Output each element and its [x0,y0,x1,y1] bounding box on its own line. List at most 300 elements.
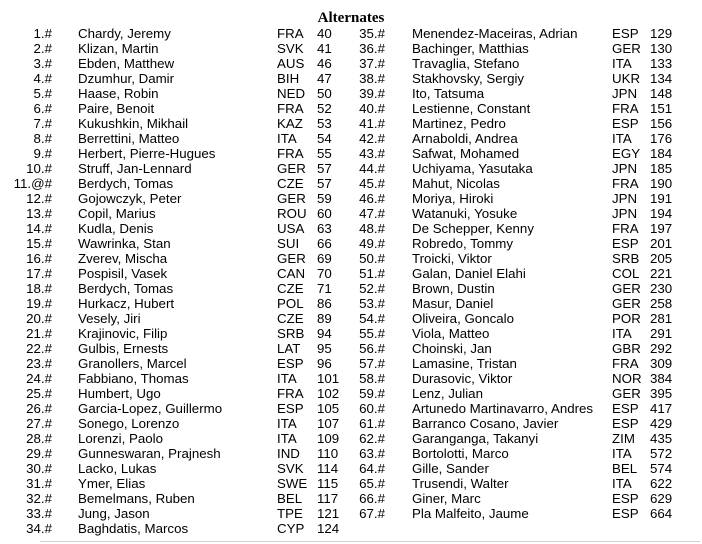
ranking-number-cell: 124 [317,521,340,536]
ranking-number-cell: 107 [317,416,340,431]
rank-cell: 28.# [26,431,52,446]
ranking-number-cell: 110 [317,446,339,461]
player-name-cell: Garanganga, Takanyi [412,431,539,446]
country-cell: JPN [612,206,638,221]
rank-cell: 9.# [33,146,52,161]
country-cell: NOR [612,371,642,386]
rank-cell: 57.# [359,356,385,371]
table-row [0,416,702,431]
table-row [0,56,702,71]
ranking-number-cell: 96 [317,356,332,371]
rank-cell: 51.# [359,266,385,281]
player-name-cell: Ito, Tatsuma [412,86,485,101]
player-name-cell: Jung, Jason [78,506,150,521]
country-cell: ITA [612,56,632,71]
ranking-number-cell: 205 [650,251,673,266]
table-row [0,371,702,386]
player-name-cell: Struff, Jan-Lennard [78,161,192,176]
ranking-number-cell: 117 [317,491,339,506]
rank-cell: 24.# [26,371,52,386]
rank-cell: 48.# [359,221,385,236]
table-row [0,206,702,221]
player-name-cell: Zverev, Mischa [78,251,168,266]
country-cell: BIH [277,71,300,86]
table-row [0,401,702,416]
player-name-cell: Gulbis, Ernests [78,341,169,356]
player-name-cell: Klizan, Martin [78,41,159,56]
rank-cell: 49.# [359,236,385,251]
country-cell: ITA [612,476,632,491]
ranking-number-cell: 201 [650,236,673,251]
player-name-cell: Chardy, Jeremy [78,26,171,41]
table-row [0,461,702,476]
player-name-cell: Bachinger, Matthias [412,41,529,56]
ranking-number-cell: 101 [317,371,340,386]
ranking-number-cell: 57 [317,176,332,191]
table-row [0,341,702,356]
country-cell: GER [277,161,306,176]
rank-cell: 29.# [26,446,52,461]
country-cell: CYP [277,521,305,536]
rank-cell: 35.# [359,26,385,41]
ranking-number-cell: 52 [317,101,332,116]
country-cell: GER [277,251,306,266]
player-name-cell: Hurkacz, Hubert [78,296,175,311]
ranking-number-cell: 66 [317,236,332,251]
player-name-cell: Berdych, Tomas [78,176,174,191]
rank-cell: 5.# [33,86,52,101]
player-name-cell: Safwat, Mohamed [412,146,520,161]
country-cell: COL [612,266,640,281]
rank-cell: 43.# [359,146,385,161]
alternates-table [0,26,702,536]
ranking-number-cell: 629 [650,491,673,506]
country-cell: ITA [612,131,632,146]
player-name-cell: Baghdatis, Marcos [78,521,189,536]
country-cell: AUS [277,56,305,71]
player-name-cell: Travaglia, Stefano [412,56,520,71]
ranking-number-cell: 190 [650,176,673,191]
ranking-number-cell: 292 [650,341,673,356]
country-cell: EGY [612,146,641,161]
country-cell: ITA [277,131,297,146]
country-cell: ESP [612,236,639,251]
rank-cell: 54.# [359,311,385,326]
player-name-cell: Trusendi, Walter [412,476,509,491]
ranking-number-cell: 59 [317,191,332,206]
player-name-cell: Wawrinka, Stan [78,236,171,251]
ranking-number-cell: 156 [650,116,673,131]
ranking-number-cell: 55 [317,146,332,161]
country-cell: GER [277,191,306,206]
player-name-cell: Granollers, Marcel [78,356,187,371]
country-cell: ITA [277,371,297,386]
ranking-number-cell: 395 [650,386,673,401]
country-cell: SRB [612,251,640,266]
player-name-cell: Bortolotti, Marco [412,446,509,461]
country-cell: FRA [277,146,304,161]
rank-cell: 31.# [26,476,52,491]
rank-cell: 12.# [26,191,52,206]
player-name-cell: Gunneswaran, Prajnesh [78,446,221,461]
rank-cell: 62.# [359,431,385,446]
player-name-cell: Lacko, Lukas [78,461,157,476]
country-cell: ITA [612,326,632,341]
country-cell: FRA [612,176,639,191]
ranking-number-cell: 71 [317,281,332,296]
ranking-number-cell: 148 [650,86,673,101]
player-name-cell: Gille, Sander [412,461,489,476]
rank-cell: 63.# [359,446,385,461]
country-cell: CAN [277,266,306,281]
table-row [0,86,702,101]
rank-cell: 42.# [359,131,385,146]
ranking-number-cell: 115 [317,476,339,491]
country-cell: FRA [277,26,304,41]
table-row [0,281,702,296]
ranking-number-cell: 133 [650,56,673,71]
ranking-number-cell: 63 [317,221,332,236]
player-name-cell: Moriya, Hiroki [412,191,494,206]
country-cell: UKR [612,71,641,86]
rank-cell: 53.# [359,296,385,311]
table-row [0,266,702,281]
table-row [0,521,702,536]
rank-cell: 67.# [359,506,385,521]
table-row [0,161,702,176]
player-name-cell: Troicki, Viktor [412,251,492,266]
player-name-cell: Masur, Daniel [412,296,494,311]
country-cell: FRA [612,356,639,371]
rank-cell: 15.# [26,236,52,251]
country-cell: ESP [612,401,639,416]
ranking-number-cell: 95 [317,341,332,356]
rank-cell: 23.# [26,356,52,371]
ranking-number-cell: 134 [650,71,673,86]
player-name-cell: Lenz, Julian [412,386,483,401]
country-cell: KAZ [277,116,303,131]
player-name-cell: Barranco Cosano, Javier [412,416,559,431]
country-cell: CZE [277,176,304,191]
player-name-cell: Choinski, Jan [412,341,492,356]
rank-cell: 13.# [26,206,52,221]
player-name-cell: Uchiyama, Yasutaka [412,161,533,176]
player-name-cell: Pla Malfeito, Jaume [412,506,529,521]
ranking-number-cell: 40 [317,26,332,41]
rank-cell: 60.# [359,401,385,416]
rank-cell: 22.# [26,341,52,356]
player-name-cell: Sonego, Lorenzo [78,416,180,431]
table-row [0,101,702,116]
player-name-cell: Dzumhur, Damir [78,71,175,86]
rank-cell: 11.@# [13,176,52,191]
page-title: Alternates [317,10,385,26]
rank-cell: 21.# [26,326,52,341]
country-cell: LAT [277,341,301,356]
rank-cell: 4.# [33,71,52,86]
ranking-number-cell: 129 [650,26,673,41]
ranking-number-cell: 664 [650,506,673,521]
ranking-number-cell: 230 [650,281,673,296]
ranking-number-cell: 435 [650,431,673,446]
rank-cell: 50.# [359,251,385,266]
rank-cell: 25.# [26,386,52,401]
ranking-number-cell: 41 [317,41,332,56]
table-row [0,296,702,311]
ranking-number-cell: 574 [650,461,673,476]
player-name-cell: Kudla, Denis [78,221,154,236]
rank-cell: 34.# [26,521,52,536]
rank-cell: 37.# [359,56,385,71]
country-cell: NED [277,86,306,101]
rank-cell: 10.# [26,161,52,176]
player-name-cell: Galan, Daniel Elahi [412,266,526,281]
rank-cell: 30.# [26,461,52,476]
player-name-cell: De Schepper, Kenny [412,221,534,236]
ranking-number-cell: 572 [650,446,673,461]
table-row [0,71,702,86]
player-name-cell: Humbert, Ugo [78,386,161,401]
ranking-number-cell: 429 [650,416,673,431]
ranking-number-cell: 50 [317,86,332,101]
ranking-number-cell: 197 [650,221,673,236]
country-cell: ITA [277,416,297,431]
player-name-cell: Herbert, Pierre-Hugues [78,146,216,161]
rank-cell: 38.# [359,71,385,86]
rank-cell: 61.# [359,416,385,431]
table-row [0,251,702,266]
table-row [0,176,702,191]
player-name-cell: Kukushkin, Mikhail [78,116,189,131]
player-name-cell: Garcia-Lopez, Guillermo [78,401,223,416]
rank-cell: 66.# [359,491,385,506]
player-name-cell: Stakhovsky, Sergiy [412,71,525,86]
player-name-cell: Copil, Marius [78,206,156,221]
player-name-cell: Gojowczyk, Peter [78,191,182,206]
table-row [0,356,702,371]
ranking-number-cell: 105 [317,401,340,416]
ranking-number-cell: 384 [650,371,673,386]
country-cell: ESP [277,401,304,416]
table-row [0,146,702,161]
player-name-cell: Paire, Benoit [78,101,155,116]
player-name-cell: Durasovic, Viktor [412,371,513,386]
country-cell: IND [277,446,300,461]
rank-cell: 58.# [359,371,385,386]
table-row [0,446,702,461]
ranking-number-cell: 94 [317,326,332,341]
ranking-number-cell: 57 [317,161,332,176]
table-row [0,26,702,41]
country-cell: BEL [277,491,303,506]
table-row [0,506,702,521]
ranking-number-cell: 121 [317,506,340,521]
player-name-cell: Giner, Marc [412,491,481,506]
table-row [0,131,702,146]
rank-cell: 1.# [33,26,52,41]
rank-cell: 39.# [359,86,385,101]
player-name-cell: Viola, Matteo [412,326,490,341]
country-cell: JPN [612,86,638,101]
rank-cell: 45.# [359,176,385,191]
table-row [0,41,702,56]
player-name-cell: Menendez-Maceiras, Adrian [412,26,578,41]
table-row [0,221,702,236]
country-cell: ESP [612,491,639,506]
rank-cell: 36.# [359,41,385,56]
player-name-cell: Lestienne, Constant [412,101,531,116]
player-name-cell: Berrettini, Matteo [78,131,180,146]
country-cell: CZE [277,311,304,326]
table-row [0,326,702,341]
table-row [0,491,702,506]
country-cell: ESP [612,26,639,41]
rank-cell: 44.# [359,161,385,176]
country-cell: ROU [277,206,307,221]
country-cell: SVK [277,41,304,56]
country-cell: GER [612,281,641,296]
rank-cell: 32.# [26,491,52,506]
ranking-number-cell: 89 [317,311,332,326]
player-name-cell: Brown, Dustin [412,281,495,296]
player-name-cell: Berdych, Tomas [78,281,174,296]
player-name-cell: Lorenzi, Paolo [78,431,164,446]
ranking-number-cell: 130 [650,41,673,56]
rank-cell: 17.# [26,266,52,281]
player-name-cell: Ebden, Matthew [78,56,175,71]
ranking-number-cell: 221 [650,266,673,281]
country-cell: JPN [612,161,638,176]
rank-cell: 20.# [26,311,52,326]
country-cell: ESP [612,416,639,431]
country-cell: ZIM [612,431,635,446]
ranking-number-cell: 69 [317,251,332,266]
ranking-number-cell: 109 [317,431,340,446]
player-name-cell: Oliveira, Goncalo [412,311,514,326]
ranking-number-cell: 46 [317,56,332,71]
table-row [0,311,702,326]
rank-cell: 65.# [359,476,385,491]
country-cell: ESP [612,116,639,131]
country-cell: FRA [277,101,304,116]
ranking-number-cell: 417 [650,401,673,416]
player-name-cell: Watanuki, Yosuke [412,206,518,221]
rank-cell: 19.# [26,296,52,311]
ranking-number-cell: 622 [650,476,673,491]
country-cell: JPN [612,191,638,206]
country-cell: ESP [612,506,639,521]
player-name-cell: Haase, Robin [78,86,159,101]
player-name-cell: Lamasine, Tristan [412,356,517,371]
ranking-number-cell: 70 [317,266,332,281]
player-name-cell: Artunedo Martinavarro, Andres [412,401,594,416]
rank-cell: 8.# [33,131,52,146]
rank-cell: 33.# [26,506,52,521]
ranking-number-cell: 194 [650,206,673,221]
ranking-number-cell: 47 [317,71,332,86]
country-cell: TPE [277,506,303,521]
player-name-cell: Martinez, Pedro [412,116,506,131]
table-row [0,431,702,446]
ranking-number-cell: 258 [650,296,673,311]
ranking-number-cell: 176 [650,131,673,146]
ranking-number-cell: 54 [317,131,332,146]
player-name-cell: Pospisil, Vasek [78,266,168,281]
bottom-divider [40,541,700,542]
rank-cell: 27.# [26,416,52,431]
ranking-number-cell: 185 [650,161,673,176]
rank-cell: 46.# [359,191,385,206]
table-row [0,386,702,401]
rank-cell: 26.# [26,401,52,416]
country-cell: SRB [277,326,305,341]
country-cell: POR [612,311,641,326]
ranking-number-cell: 60 [317,206,332,221]
country-cell: SVK [277,461,304,476]
rank-cell: 47.# [359,206,385,221]
country-cell: FRA [277,386,304,401]
player-name-cell: Ymer, Elias [78,476,146,491]
rank-cell: 18.# [26,281,52,296]
country-cell: FRA [612,101,639,116]
rank-cell: 14.# [26,221,52,236]
country-cell: SWE [277,476,308,491]
rank-cell: 52.# [359,281,385,296]
player-name-cell: Arnaboldi, Andrea [412,131,518,146]
player-name-cell: Fabbiano, Thomas [78,371,189,386]
ranking-number-cell: 86 [317,296,332,311]
rank-cell: 3.# [33,56,52,71]
country-cell: BEL [612,461,638,476]
table-row [0,116,702,131]
rank-cell: 56.# [359,341,385,356]
ranking-number-cell: 291 [650,326,673,341]
player-name-cell: Robredo, Tommy [412,236,513,251]
country-cell: FRA [612,221,639,236]
country-cell: SUI [277,236,300,251]
country-cell: GER [612,41,641,56]
player-name-cell: Bemelmans, Ruben [78,491,195,506]
rank-cell: 41.# [359,116,385,131]
ranking-number-cell: 53 [317,116,332,131]
ranking-number-cell: 191 [650,191,673,206]
country-cell: CZE [277,281,304,296]
rank-cell: 59.# [359,386,385,401]
country-cell: ESP [277,356,304,371]
country-cell: GER [612,296,641,311]
ranking-number-cell: 114 [317,461,339,476]
ranking-number-cell: 281 [650,311,673,326]
table-row [0,236,702,251]
rank-cell: 7.# [33,116,52,131]
player-name-cell: Vesely, Jiri [78,311,141,326]
rank-cell: 55.# [359,326,385,341]
table-row [0,191,702,206]
ranking-number-cell: 184 [650,146,673,161]
country-cell: ITA [277,431,297,446]
rank-cell: 16.# [26,251,52,266]
ranking-number-cell: 309 [650,356,673,371]
rank-cell: 2.# [33,41,52,56]
country-cell: ITA [612,446,632,461]
country-cell: GER [612,386,641,401]
country-cell: POL [277,296,304,311]
ranking-number-cell: 102 [317,386,340,401]
player-name-cell: Krajinovic, Filip [78,326,168,341]
country-cell: USA [277,221,305,236]
rank-cell: 6.# [33,101,52,116]
rank-cell: 40.# [359,101,385,116]
